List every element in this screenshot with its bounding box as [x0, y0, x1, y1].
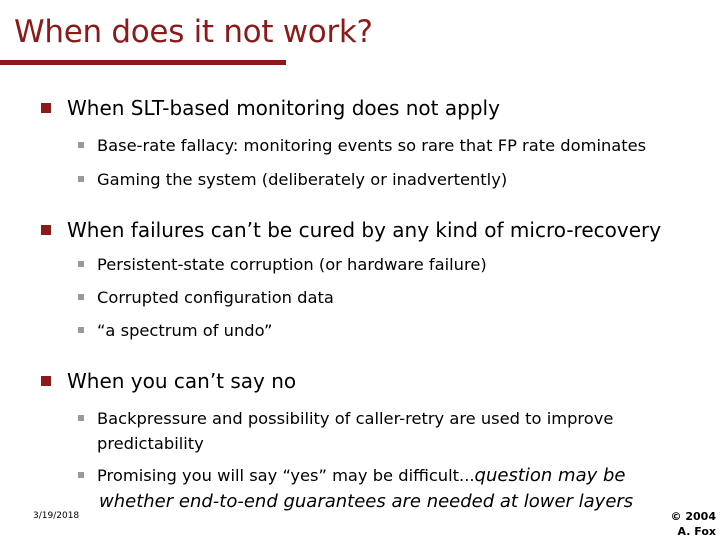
bullet-small-square-icon — [78, 142, 84, 148]
section-3-item-2-italic-1: question may be — [474, 465, 626, 486]
bullet-square-icon — [41, 225, 51, 235]
section-1-item-2-text: Gaming the system (deliberately or inadvertently) — [97, 170, 508, 189]
section-2-item-2-text: Corrupted configuration data — [97, 288, 334, 307]
section-2-heading-text: When failures can’t be cured by any kind of micro-recovery — [67, 218, 662, 242]
copyright-line-2: A. Fox — [677, 525, 716, 538]
bullet-square-icon — [41, 376, 51, 386]
section-2-item-1 — [78, 255, 487, 274]
slide-title: When does it not work? — [14, 14, 373, 50]
section-2-heading — [41, 218, 661, 242]
section-3-heading — [41, 369, 296, 393]
section-3-item-1 — [78, 406, 613, 456]
section-3-item-1-line-1: Backpressure and possibility of caller-retry are used to improve — [97, 409, 614, 428]
section-2-item-3 — [78, 321, 272, 340]
copyright-line-1: © 2004 — [670, 510, 716, 523]
section-2-item-3-text: “a spectrum of undo” — [97, 321, 273, 340]
section-1-heading — [41, 96, 500, 120]
section-3-item-1-line-2: predictability — [97, 434, 204, 453]
section-3-item-2-italic-2: whether end-to-end guarantees are needed at lower layers — [99, 491, 634, 512]
bullet-small-square-icon — [78, 472, 84, 478]
section-1-item-1 — [78, 136, 646, 155]
section-3-item-2-text: Promising you will say “yes” may be difficult... — [97, 466, 475, 485]
section-3-heading-text: When you can’t say no — [67, 369, 297, 393]
section-2-item-1-text: Persistent-state corruption (or hardware failure) — [97, 255, 487, 274]
footer-copyright — [671, 509, 716, 539]
bullet-small-square-icon — [78, 176, 84, 182]
section-1-item-2 — [78, 170, 507, 189]
bullet-small-square-icon — [78, 415, 84, 421]
section-1-item-1-text: Base-rate fallacy: monitoring events so rare that FP rate dominates — [97, 136, 647, 155]
bullet-small-square-icon — [78, 327, 84, 333]
bullet-square-icon — [41, 103, 51, 113]
footer-date: 3/19/2018 — [33, 511, 80, 521]
bullet-small-square-icon — [78, 294, 84, 300]
title-underline — [0, 60, 286, 65]
section-2-item-2 — [78, 288, 334, 307]
section-1-heading-text: When SLT-based monitoring does not apply — [67, 96, 500, 120]
bullet-small-square-icon — [78, 261, 84, 267]
section-3-item-2 — [78, 463, 633, 515]
